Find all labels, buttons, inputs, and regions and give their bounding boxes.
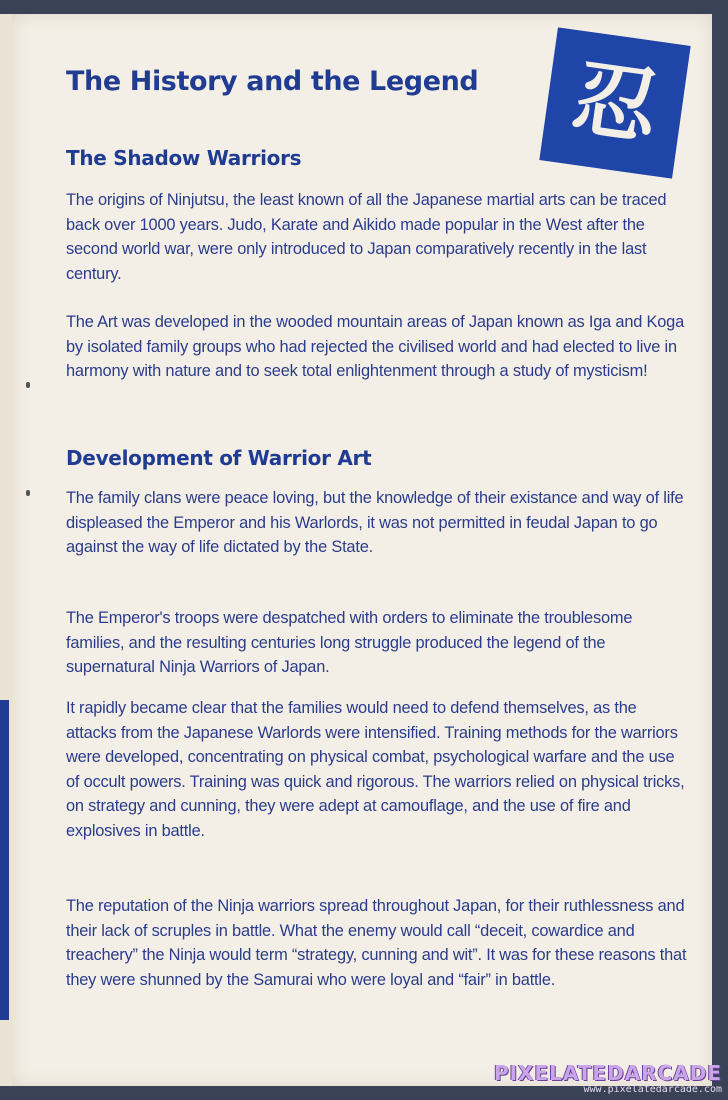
binding-tab bbox=[0, 700, 9, 1020]
paragraph: The family clans were peace loving, but the knowledge of their existance and way of life displeased the Emperor and his Warlords, it was not permitted in feudal Japan to go against the way of life dictated by the State. bbox=[66, 489, 684, 556]
staple-hole bbox=[26, 490, 30, 496]
page-title: The History and the Legend bbox=[66, 66, 479, 97]
section-heading-development-warrior-art: Development of Warrior Art bbox=[66, 446, 372, 470]
paragraph: The Art was developed in the wooded mountain areas of Japan known as Iga and Koga by isolated family groups who had rejected the civilised world and had elected to live in harmony with nature and to seek total enlightenment through a study of mysticism! bbox=[66, 313, 685, 380]
paragraph: The Emperor's troops were despatched with orders to eliminate the troublesome families, and the resulting centuries long struggle produced the legend of the supernatural Ninja Warriors of Japan. bbox=[66, 609, 633, 676]
watermark-title: PIXELATEDARCADE bbox=[493, 1061, 722, 1085]
section-heading-shadow-warriors: The Shadow Warriors bbox=[66, 146, 302, 170]
paragraph: The reputation of the Ninja warriors spread throughout Japan, for their ruthlessness and their lack of scruples in battle. What the enemy would call “deceit, cowardice and treachery” the Ninja would term “strategy, cunning and wit”. It was for these reasons that they were shunned by the Samurai who were loyal and “fair” in battle. bbox=[66, 897, 687, 989]
staple-hole bbox=[26, 382, 30, 388]
kanji-glyph: 忍 bbox=[566, 47, 664, 158]
paragraph: It rapidly became clear that the families would need to defend themselves, as the attacks from the Japanese Warlords were intensified. Training methods for the warriors were developed, concentrating on physical combat, psychological warfare and the use of occult powers. Training was quick and rigorous. The warriors relied on physical tricks, on strategy and cunning, they were adept at camouflage, and the use of fire and explosives in battle. bbox=[66, 699, 685, 840]
watermark-url: www.pixelatedarcade.com bbox=[583, 1084, 722, 1095]
paragraph: The origins of Ninjutsu, the least known of all the Japanese martial arts can be traced back over 1000 years. Judo, Karate and Aikido made popular in the West after the second world war, were only introduced to Japan comparatively recently in the last century. bbox=[66, 191, 667, 283]
watermark bbox=[494, 1062, 722, 1096]
ninja-kanji-emblem-icon bbox=[539, 27, 690, 178]
